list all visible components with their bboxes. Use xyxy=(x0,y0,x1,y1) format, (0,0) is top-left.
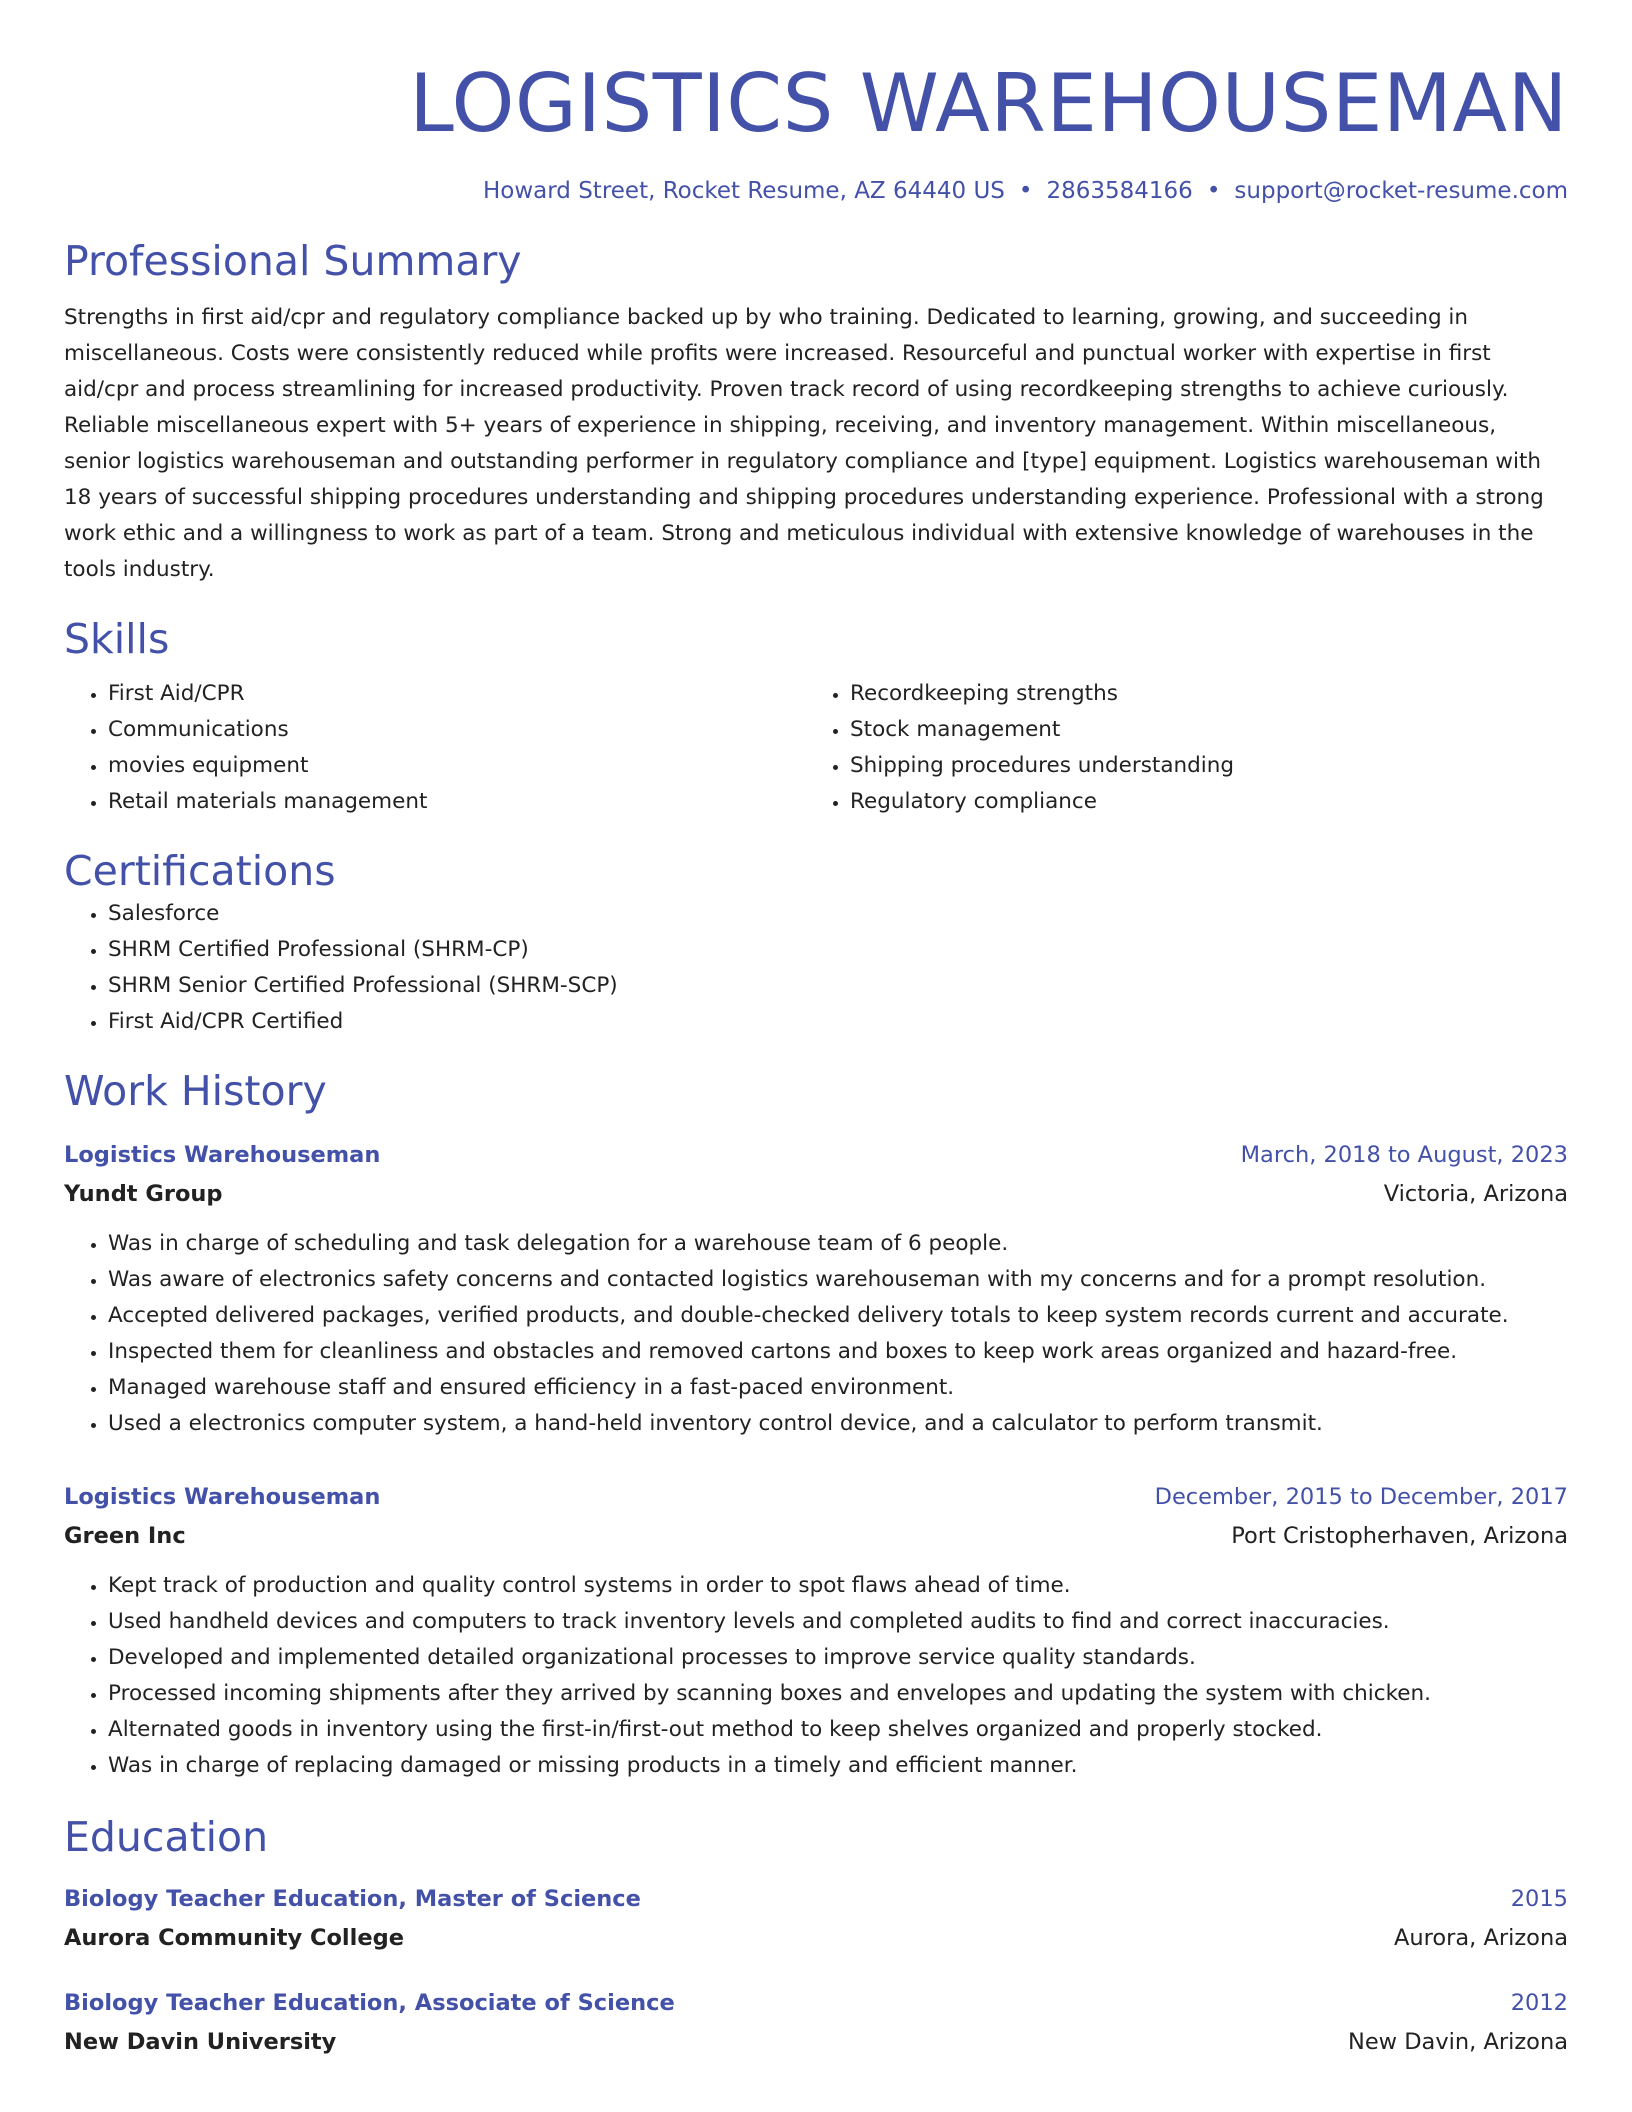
job-title-row xyxy=(64,1136,1568,1174)
job-location: Victoria, Arizona xyxy=(1383,1181,1568,1207)
job-title: Logistics Warehouseman xyxy=(64,1142,381,1168)
skill-item: • Stock management xyxy=(850,712,1568,748)
job-duty-item: • Managed warehouse staff and ensured efficiency in a fast-paced environment. xyxy=(108,1370,1568,1406)
degree-year: 2015 xyxy=(1510,1886,1568,1912)
certifications-heading: Certifications xyxy=(64,847,336,895)
summary-text: Strengths in first aid/cpr and regulatory compliance backed up by who training. Dedicated to learning, growing, and succeeding in miscellaneous. Costs were consistently reduced while profits were increased. Resourceful and punctual worker with expertise in first aid/cpr and process streamlining for increased productivity. Proven track record of using recordkeeping strengths to achieve curiously. Reliable miscellaneous expert with 5+ years of experience in shipping, receiving, and inventory management. Within miscellaneous, senior logistics warehouseman and outstanding performer in regulatory compliance and [type] equipment. Logistics warehouseman with 18 years of successful shipping procedures understanding and shipping procedures understanding experience. Professional with a strong work ethic and a willingness to work as part of a team. Strong and meticulous individual with extensive knowledge of warehouses in the tools industry. xyxy=(64,305,1544,582)
job-duty-item: • Used a electronics computer system, a hand-held inventory control device, and a calculator to perform transmit. xyxy=(108,1406,1568,1442)
degree-year: 2012 xyxy=(1510,1990,1568,2016)
work-history-heading: Work History xyxy=(64,1067,327,1115)
skills-grid xyxy=(64,676,1568,820)
job-title-row xyxy=(64,1478,1568,1516)
contact-separator: • xyxy=(1018,178,1033,204)
degree-row xyxy=(64,1984,1568,2022)
education-entry xyxy=(64,1880,1568,1958)
contact-phone: 2863584166 xyxy=(1046,178,1193,204)
job-entry xyxy=(64,1478,1568,1784)
certification-item: • SHRM Certified Professional (SHRM-CP) xyxy=(108,932,1568,968)
skill-item: • Communications xyxy=(108,712,806,748)
job-dates: December, 2015 to December, 2017 xyxy=(1154,1484,1568,1510)
job-duty-item: • Accepted delivered packages, verified products, and double-checked delivery totals to keep system records current and accurate. xyxy=(108,1298,1568,1334)
job-duty-item: • Used handheld devices and computers to track inventory levels and completed audits to find and correct inaccuracies. xyxy=(108,1604,1568,1640)
job-title: Logistics Warehouseman xyxy=(64,1484,381,1510)
job-duty-item: • Processed incoming shipments after they arrived by scanning boxes and envelopes and updating the system with chicken. xyxy=(108,1676,1568,1712)
resume-header xyxy=(64,56,1568,206)
contact-email[interactable]: support@rocket-resume.com xyxy=(1234,178,1568,204)
skill-item: • Recordkeeping strengths xyxy=(850,676,1568,712)
skill-item: • First Aid/CPR xyxy=(108,676,806,712)
job-duties-list xyxy=(64,1226,1568,1442)
education-section xyxy=(64,1812,1568,2062)
job-duty-item: • Was aware of electronics safety concerns and contacted logistics warehouseman with my concerns and for a prompt resolution. xyxy=(108,1262,1568,1298)
certification-item: • Salesforce xyxy=(108,896,1568,932)
certification-item: • First Aid/CPR Certified xyxy=(108,1004,1568,1040)
school-location: Aurora, Arizona xyxy=(1393,1925,1568,1951)
work-history-section xyxy=(64,1066,1568,1784)
education-heading: Education xyxy=(64,1813,269,1861)
job-duty-item: • Inspected them for cleanliness and obstacles and removed cartons and boxes to keep work areas organized and hazard-free. xyxy=(108,1334,1568,1370)
job-location: Port Cristopherhaven, Arizona xyxy=(1231,1523,1568,1549)
summary-section xyxy=(64,236,1568,588)
candidate-name: LOGISTICS WAREHOUSEMAN xyxy=(409,57,1568,150)
degree-name: Biology Teacher Education, Associate of Science xyxy=(64,1990,675,2016)
skills-section xyxy=(64,614,1568,820)
job-duty-item: • Was in charge of replacing damaged or missing products in a timely and efficient manner. xyxy=(108,1748,1568,1784)
school-row xyxy=(64,1918,1568,1958)
certifications-section xyxy=(64,846,1568,1040)
job-company-row xyxy=(64,1516,1568,1556)
contact-separator: • xyxy=(1206,178,1221,204)
contact-address: Howard Street, Rocket Resume, AZ 64440 US xyxy=(482,178,1005,204)
job-company-row xyxy=(64,1174,1568,1214)
skills-heading: Skills xyxy=(64,615,170,663)
skill-item: • movies equipment xyxy=(108,748,806,784)
school-name: Aurora Community College xyxy=(64,1925,404,1951)
certifications-list xyxy=(64,896,1568,1040)
skills-list-left xyxy=(64,676,806,820)
degree-row xyxy=(64,1880,1568,1918)
job-duty-item: • Developed and implemented detailed organizational processes to improve service quality standards. xyxy=(108,1640,1568,1676)
contact-line xyxy=(64,176,1568,206)
job-duty-item: • Alternated goods in inventory using the first-in/first-out method to keep shelves organized and properly stocked. xyxy=(108,1712,1568,1748)
skills-list-right xyxy=(806,676,1568,820)
school-location: New Davin, Arizona xyxy=(1348,2029,1568,2055)
skill-item: • Regulatory compliance xyxy=(850,784,1568,820)
certification-item: • SHRM Senior Certified Professional (SHRM-SCP) xyxy=(108,968,1568,1004)
job-duty-item: • Kept track of production and quality control systems in order to spot flaws ahead of time. xyxy=(108,1568,1568,1604)
job-company: Yundt Group xyxy=(64,1181,223,1207)
summary-heading: Professional Summary xyxy=(64,237,522,285)
skill-item: • Retail materials management xyxy=(108,784,806,820)
job-company: Green Inc xyxy=(64,1523,186,1549)
skill-item: • Shipping procedures understanding xyxy=(850,748,1568,784)
school-name: New Davin University xyxy=(64,2029,337,2055)
job-entry xyxy=(64,1136,1568,1442)
job-duty-item: • Was in charge of scheduling and task delegation for a warehouse team of 6 people. xyxy=(108,1226,1568,1262)
education-entry xyxy=(64,1984,1568,2062)
degree-name: Biology Teacher Education, Master of Science xyxy=(64,1886,641,1912)
school-row xyxy=(64,2022,1568,2062)
job-duties-list xyxy=(64,1568,1568,1784)
job-dates: March, 2018 to August, 2023 xyxy=(1240,1142,1568,1168)
